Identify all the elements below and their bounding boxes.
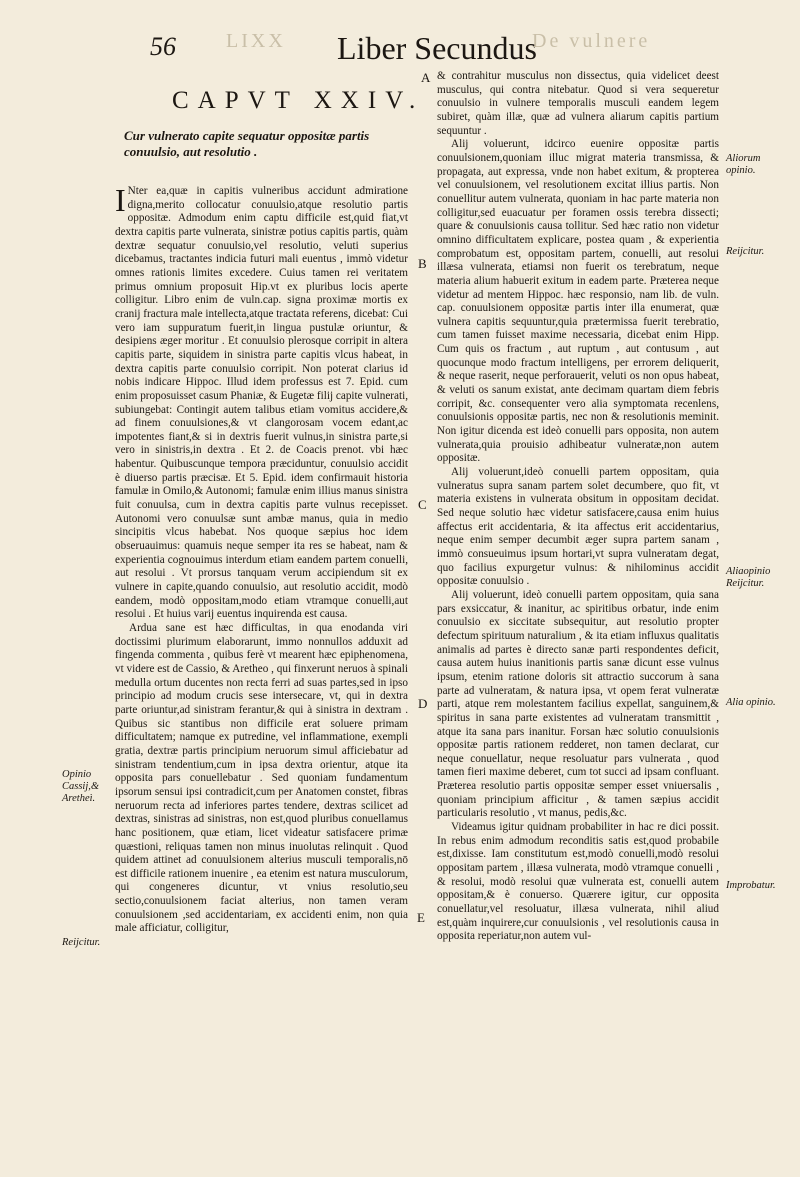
drop-cap: I bbox=[115, 182, 126, 218]
section-letter: C bbox=[418, 497, 427, 512]
chapter-subtitle: Cur vulnerato capite sequatur oppositæ partis conuulsio, aut resolutio . bbox=[124, 128, 370, 159]
margin-note: Opinio Cassij,& Aretheì. bbox=[62, 769, 100, 804]
page-number: 56 bbox=[150, 32, 176, 61]
margin-note: Aliorum opinio. bbox=[726, 153, 761, 176]
section-letter: A bbox=[421, 70, 431, 85]
section-letter: B bbox=[418, 256, 427, 271]
right-text-column bbox=[437, 70, 719, 944]
bleed-through-text-left: LIXX bbox=[226, 30, 286, 52]
section-letter: E bbox=[417, 910, 425, 925]
margin-note: Reijcitur. bbox=[62, 937, 101, 948]
paragraph: Alij voluerunt, ideò conuelli partem oppositam, quia sana pars exsiccatur, & inanitur, ac spiritibus orbatur, inde enim conuulsio ex siccitate subsequitur, aut resolutio propter defectum spirituum naturalium , & ita etiam influxus qualitatis animalis ad partes è directo sanæ parti respondentes deficit, causa autem huius inanitionis partis sanæ dicunt esse vulnus ipsum, etenim ratione doloris sit attractio succorum à sana parte ad vulneratam, & natura ipsa, vt opem ferat vulneratæ parti, atque rem molestantem facilius expellat, sanguinem,& spiritus in sana parte existentes ad vulneratam transmittit , atque ita sana pars inanitur. Forsan hæc solutio conuulsionis oppositæ partis rationem redderet, non tamen declarat, cur neque conuellatur, neque resoluatur pars vulnerata , quod tamen fieri maxime deberet, cum tot succi ad ipsam confluant. Præterea resolutio partis oppositæ semper esset vniuersalis , quoniam principium afficitur , & tamen sæpius accidit particularis resolutio , vt manus, pedis,&c. bbox=[437, 588, 719, 820]
section-letter: D bbox=[418, 696, 428, 711]
margin-note: Aliaopinio Reijcitur. bbox=[726, 566, 771, 589]
margin-note: Alia opinio. bbox=[726, 697, 776, 708]
paragraph: Alij voluerunt, idcirco euenire oppositæ partis conuulsionem,quoniam illuc migrat materia transmissa, & propagata, aut expressa, vnde non habet exitum, & propterea vel conuulsionem, vel resolutionem excitat illius partis. Non conuellitur autem vulnerata, quoniam in hac parte materia non colligitur,sed euacuatur per foramen ossis terebra dissecti; quare & conuulsionis causa tollitur. Sed hæc ratio non videtur omnino difficultatem explicare, postea quam , & experientia comprobatum est, oppositam partem, conuelli, aut resolui illæsa vulnerata, etiamsi non fuerit os terebratum, neque materia alium habuerit exitum in eadem parte. Præterea neque videtur ad mentem Hippoc. hæc responsio, nam lib. de vuln. cap. conuulsionem oppositæ partis inter illa enumerat, quæ vulnera capitis sequuntur,quia prætermissa fuerit terebratio, cum tamen fuisset maxime necessaria, dicebat enim Hipp. Cum quis os fractum , aut ruptum , aut contusum , aut quocunque modo fractum intelligens, per errorem deliquerit, & neque raserit, neque perforauerit, veluti os non opus habeat, & veluti os sanum existat, ante decimam quartam diem febris corripit, &c. consequenter vero alia symptomata recenlens, conuulsionis oppositæ partis, nec non & resolutionis meminit. Non igitur dicenda est ideò conuelli pars opposita, non autem vulnerata,quia prouisio adhibeatur vulneratæ,non autem oppositæ. bbox=[437, 138, 719, 465]
bleed-through-text-right: De vulnere bbox=[532, 30, 651, 52]
paragraph: Ardua sane est hæc difficultas, in qua enodanda viri doctissimi plurimum elaborarunt, immo nonnullos adduxit ad fingenda commenta , quibus ferè vt mearent hæc epiphenomena, vt videre est de Cassio, & Aretheo , qui finxerunt neruos à spinali medulla ortum ducentes non recta ferri ad suas partes,sed in ipso principio ad modum crucis sese intersecare, vt, qui in dextra parte oriuntur,ad sinistram ferantur,& qui à sinistra in dextram . Quibus sic stantibus non difficile erat soluere primam difficultatem; namque ex putredine, vel inflammatione, exempli gratia, dextræ partis principium neruorum simul afficiebatur ad sinistram tendentium,cum in ipsa dextra orientur, atque ita opposita pars conuellebatur . Sed quoniam fundamentum ipsorum sensui ipsi contradicit,cum per Anatomen constet, fibras neruorum recta ad inferiores partes tendere, dextras scilicet ad dextras, sinistras ad sinistras, non est,quod pluribus conuellamus hanc positionem, quæ etiam, licet videatur satisfacere primæ quæstioni, reliquas tamen non minus inuolutas relinquit . Quod quidem attinet ad conuulsionem alterius musculi temporalis,nō est difficile rationem inuenire , ea etenim est natura musculorum, qui congeneres dicuntur, vt vnius resolutio,seu sectio,conuulsionem faciat alterius, non tamen veram conuulsionem ,sed accidentariam, ex accidenti enim, non quia male afficiatur, colligitur, bbox=[115, 622, 408, 935]
paragraph: Videamus igitur quidnam probabiliter in hac re dici possit. In rebus enim admodum reconditis satis est,quod probabile est,dixisse. Iam constitutum est,modò conuelli,modò resolui oppositam partem , illæsa vulnerata, modò vtramque conuelli , & resolui, modò resolui quæ vulnerata est, conuelli autem oppositam,& è conuerso. Quærere igitur, cur opposita conuellatur,vel resoluatur, illæsa vulnerata, nihil aliud est,quàm inquirere,cur conuulsionis , vel resolutionis causa in opposita reperiatur,non autem vul- bbox=[437, 821, 719, 943]
running-title: Liber Secundus bbox=[337, 30, 537, 66]
margin-note: Reijcitur. bbox=[726, 246, 765, 257]
paragraph bbox=[115, 182, 408, 622]
paragraph: Alij voluerunt,ideò conuelli partem oppositam, quia vulneratus supra sanam partem solet decumbere, quo fit, vt materia existens in vulnerata obsitum in oppositam decidat. Sed neque solutio hæc videtur satisfacere,causa enim huius affectus erit accidentaria, & ita affectus erit accidentarius, neque enim semper decumbit æger supra partem sanam , immò consueuimus ipsum hortari,vt supra vulneratam degat, quo facilius expurgetur vulnus: & nihilominus accidit oppositæ conuulsio . bbox=[437, 466, 719, 588]
chapter-heading: CAPVT XXIV. bbox=[172, 87, 425, 114]
left-text-column bbox=[115, 182, 408, 936]
running-header bbox=[0, 30, 800, 72]
margin-note: Improbatur. bbox=[726, 880, 776, 891]
paragraph: & contrahitur musculus non dissectus, quia videlicet deest musculus, qui contra nitebatur. Quod si vera sequeretur conuulsio in vulnere temporalis musculi eandem legem subiret, quàm illæ, quæ ad vulnera aliarum capitis partium sequuntur . bbox=[437, 70, 719, 137]
paragraph-text: Nter ea,quæ in capitis vulneribus accidunt admiratione digna,merito collocatur conuulsio,atque resolutio partis oppositæ. Admodum enim captu difficile est,quid fiat,vt dextra capitis parte vulnerata, sinistræ potius capitis partis, quàm dextræ sequatur conuulsio,vel resolutio, veluti superius dicebamus, tractantes indicia futuri mali euentus , immò videtur omnes rationis limites excedere. Cuius tamen rei veritatem primus omnium proposuit Hip.vt ex pluribus locis aperte colligitur. Libro enim de vuln.cap. signa proximæ mortis ex cranij fractura male intellecta,atque tractata referens, dicebat: Cui vero iam suppuratum fuerit,in lingua pustulæ oriuntur, & desipiens æger moritur . Et conuulsio plerosque corripit in altera capitis parte, siquidem in sinistra parte capitis vlcus habeat, in dextra capitis parte conuulsio corripit. Non poterat clarius id nobis indicare Hippoc. Illud idem professus est 7. Epid. cum enim proposuisset casum Phaniæ, & Eugetæ filij capite vulnerati, subiungebat: Contingit autem talibus etiam vomitus accidere,& ad finem conuulsiones,& vt clangorosam vocem edant,ac impotentes fiant,& si in dextris fuerit vulnus,in sinistra parte,si vero in sinistris,in dextra . Et 2. de Coacis prenot. vbi hæc habentur. Quibuscunque tempora præciduntur, conuulsio accidit è diuerso partis præcisæ. Et 5. Epid. idem confirmauit historia famulæ in Omilo,& Autonomi; famulæ enim illius manus sinistra fuit conuulsa, cum in dextra capitis parte vulnus recepisset. Autonomi vero conuulsæ sunt ambæ manus, quia in medio sincipitis vlcus habebat. Nos quoque sæpius hoc idem obseruauimus: quamuis neque semper ita res se habeat, nam & experientia cognouimus interdum etiam eandem partem conuelli, aut resolui . Vt prorsus tanquam verum accipiendum sit ex vulnere in capite,quando conuulsio, aut resolutio accidit, modò eandem, modò oppositam,modo etiam vtramque conuelli,aut resolui . Et huius varij euentus inquirenda est causa. bbox=[115, 185, 408, 621]
